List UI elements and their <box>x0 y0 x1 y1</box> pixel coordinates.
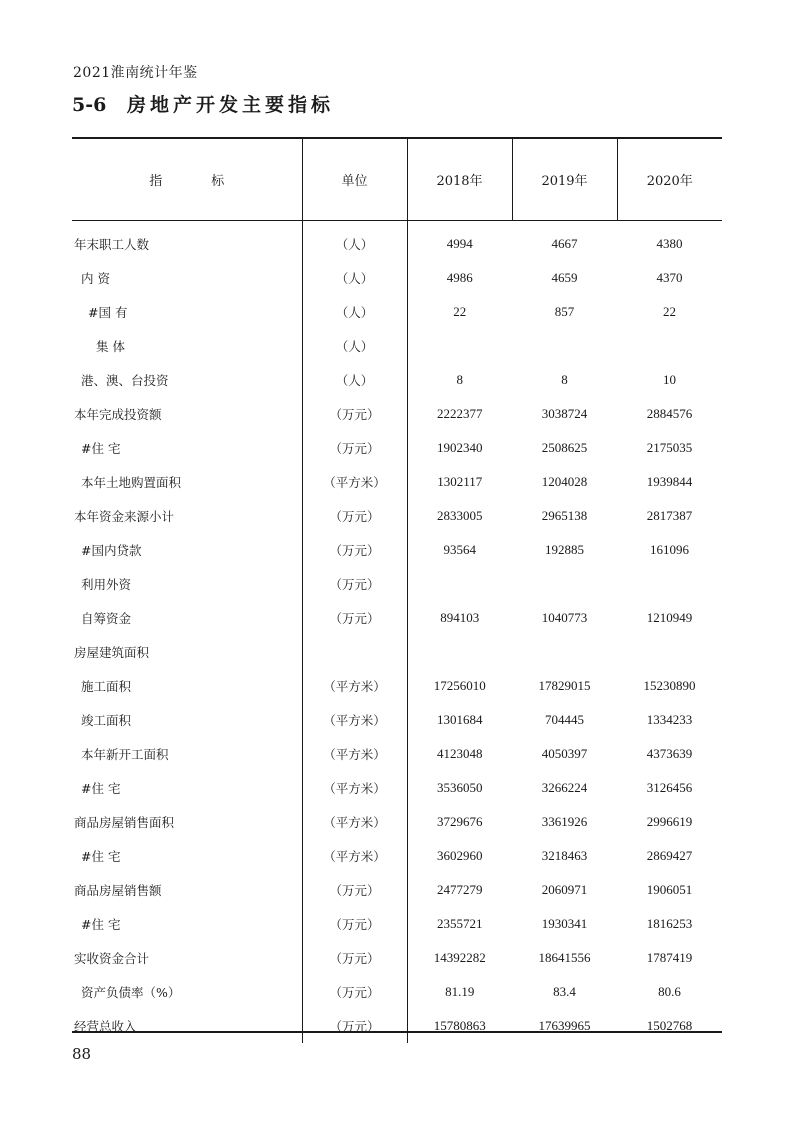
table-row <box>72 805 722 839</box>
row-value-2018: 1302117 <box>437 474 483 489</box>
row-unit: （万元） <box>302 941 407 975</box>
table-row <box>72 975 722 1009</box>
row-value-2020: 2175035 <box>646 440 693 455</box>
row-unit: （平方米） <box>302 465 407 499</box>
row-value-2019: 1930341 <box>541 916 588 931</box>
table-row <box>72 771 722 805</box>
row-value-2018: 17256010 <box>433 678 486 693</box>
row-unit: （万元） <box>302 907 407 941</box>
row-value-2020 <box>617 635 722 669</box>
row-value-2019: 3361926 <box>541 814 588 829</box>
row-unit: （人） <box>302 329 407 363</box>
row-indicator-label: 年末职工人数 <box>72 221 302 262</box>
row-indicator-label: 集 体 <box>72 329 302 363</box>
table-row <box>72 567 722 601</box>
row-indicator-label: 利用外资 <box>72 567 302 601</box>
table-row <box>72 839 722 873</box>
table-row <box>72 703 722 737</box>
row-indicator-label: 商品房屋销售额 <box>72 873 302 907</box>
row-value-2020: 1502768 <box>646 1018 693 1033</box>
table-row <box>72 907 722 941</box>
row-indicator-label: #住 宅 <box>72 839 302 873</box>
row-value-2019: 83.4 <box>553 984 576 999</box>
row-indicator-label: #住 宅 <box>72 431 302 465</box>
row-value-2019: 4659 <box>551 270 578 285</box>
row-value-2020: 80.6 <box>658 984 681 999</box>
row-value-2019 <box>512 635 617 669</box>
row-value-2020: 3126456 <box>646 780 693 795</box>
row-unit: （人） <box>302 363 407 397</box>
row-value-2019: 192885 <box>545 542 584 557</box>
row-indicator-label: #住 宅 <box>72 907 302 941</box>
row-value-2018: 14392282 <box>433 950 486 965</box>
row-value-2020: 22 <box>663 304 676 319</box>
row-unit: （平方米） <box>302 771 407 805</box>
row-value-2019 <box>512 567 617 601</box>
row-value-2018: 4986 <box>446 270 473 285</box>
row-unit: （万元） <box>302 975 407 1009</box>
table-row <box>72 295 722 329</box>
table-row <box>72 329 722 363</box>
row-value-2018: 3729676 <box>437 814 483 829</box>
row-value-2018: 4994 <box>446 236 473 251</box>
row-unit: （平方米） <box>302 669 407 703</box>
row-indicator-label: 本年资金来源小计 <box>72 499 302 533</box>
row-value-2020: 161096 <box>650 542 689 557</box>
row-unit: （万元） <box>302 601 407 635</box>
table-row <box>72 635 722 669</box>
row-value-2018: 4123048 <box>437 746 483 761</box>
row-value-2020 <box>617 329 722 363</box>
section-title: 房地产开发主要指标 <box>126 94 334 116</box>
row-unit: （万元） <box>302 397 407 431</box>
row-indicator-label: 竣工面积 <box>72 703 302 737</box>
table-row <box>72 397 722 431</box>
row-value-2020: 1787419 <box>646 950 693 965</box>
row-indicator-label: 经营总收入 <box>72 1009 302 1043</box>
row-value-2020: 10 <box>663 372 676 387</box>
row-unit: （平方米） <box>302 703 407 737</box>
table-header-row <box>72 139 722 221</box>
row-unit: （万元） <box>302 499 407 533</box>
row-value-2019: 1204028 <box>541 474 588 489</box>
row-value-2019: 4667 <box>551 236 578 251</box>
row-value-2018: 22 <box>453 304 467 319</box>
row-value-2019: 8 <box>561 372 568 387</box>
row-value-2020: 1816253 <box>646 916 693 931</box>
column-header-2019: 2019年 <box>512 139 617 221</box>
row-unit: （万元） <box>302 1009 407 1043</box>
row-value-2019 <box>512 329 617 363</box>
row-value-2018: 3536050 <box>437 780 483 795</box>
row-indicator-label: 实收资金合计 <box>72 941 302 975</box>
table-bottom-rule <box>72 1031 722 1033</box>
table-row <box>72 873 722 907</box>
table-row <box>72 221 722 262</box>
row-value-2018: 93564 <box>443 542 476 557</box>
column-header-2018: 2018年 <box>407 139 512 221</box>
row-value-2018: 2477279 <box>437 882 483 897</box>
real-estate-indicators-table <box>72 139 722 1043</box>
row-unit: （人） <box>302 295 407 329</box>
row-indicator-label: #住 宅 <box>72 771 302 805</box>
table-row <box>72 261 722 295</box>
row-value-2020: 2996619 <box>646 814 693 829</box>
row-unit: （平方米） <box>302 839 407 873</box>
row-value-2019: 18641556 <box>538 950 591 965</box>
row-value-2018: 1902340 <box>437 440 483 455</box>
row-value-2018: 2222377 <box>437 406 483 421</box>
row-unit <box>302 635 407 669</box>
row-value-2019: 4050397 <box>541 746 588 761</box>
row-unit: （万元） <box>302 533 407 567</box>
row-indicator-label: #国内贷款 <box>72 533 302 567</box>
row-value-2020: 2869427 <box>646 848 693 863</box>
yearbook-title: 2021淮南统计年鉴 <box>73 65 198 81</box>
table-row <box>72 737 722 771</box>
row-value-2020: 4380 <box>656 236 683 251</box>
table-row <box>72 465 722 499</box>
row-unit: （平方米） <box>302 805 407 839</box>
row-unit: （人） <box>302 221 407 262</box>
row-value-2020: 4373639 <box>646 746 693 761</box>
table-row <box>72 363 722 397</box>
row-value-2018: 8 <box>456 372 463 387</box>
row-value-2019: 857 <box>554 304 575 319</box>
row-indicator-label: 资产负债率（%） <box>72 975 302 1009</box>
column-header-unit: 单位 <box>302 139 407 221</box>
row-value-2020: 15230890 <box>643 678 696 693</box>
row-unit: （万元） <box>302 567 407 601</box>
row-value-2018: 15780863 <box>433 1018 486 1033</box>
table-row <box>72 431 722 465</box>
row-indicator-label: #国 有 <box>72 295 302 329</box>
section-number: 5-6 <box>72 94 107 116</box>
row-value-2018 <box>407 329 512 363</box>
row-value-2018: 1301684 <box>437 712 483 727</box>
row-value-2018: 894103 <box>440 610 480 625</box>
statistics-table-container <box>72 139 722 1034</box>
row-value-2018 <box>407 567 512 601</box>
row-unit: （万元） <box>302 873 407 907</box>
row-value-2019: 2060971 <box>541 882 588 897</box>
column-header-indicator: 指 标 <box>72 139 302 221</box>
row-indicator-label: 商品房屋销售面积 <box>72 805 302 839</box>
row-unit: （万元） <box>302 431 407 465</box>
table-row <box>72 941 722 975</box>
row-value-2019: 17829015 <box>538 678 591 693</box>
row-value-2020: 1210949 <box>646 610 693 625</box>
table-row <box>72 669 722 703</box>
row-value-2020: 1334233 <box>646 712 693 727</box>
row-unit: （平方米） <box>302 737 407 771</box>
row-value-2020: 2884576 <box>646 406 693 421</box>
row-indicator-label: 施工面积 <box>72 669 302 703</box>
row-value-2019: 1040773 <box>541 610 588 625</box>
row-value-2019: 3266224 <box>541 780 588 795</box>
row-value-2020: 2817387 <box>646 508 693 523</box>
page-title <box>72 90 334 117</box>
row-value-2020: 1906051 <box>646 882 693 897</box>
row-indicator-label: 房屋建筑面积 <box>72 635 302 669</box>
table-row <box>72 601 722 635</box>
row-value-2018: 2355721 <box>437 916 483 931</box>
page-number: 88 <box>72 1045 92 1063</box>
row-value-2020 <box>617 567 722 601</box>
row-value-2019: 2965138 <box>541 508 588 523</box>
table-row <box>72 1009 722 1043</box>
row-indicator-label: 本年新开工面积 <box>72 737 302 771</box>
row-indicator-label: 内 资 <box>72 261 302 295</box>
row-value-2020: 4370 <box>656 270 683 285</box>
table-row <box>72 533 722 567</box>
row-value-2018: 3602960 <box>437 848 483 863</box>
column-header-2020: 2020年 <box>617 139 722 221</box>
row-value-2019: 2508625 <box>541 440 588 455</box>
row-value-2019: 3218463 <box>541 848 588 863</box>
row-value-2018: 81.19 <box>445 984 475 999</box>
row-indicator-label: 港、澳、台投资 <box>72 363 302 397</box>
table-body <box>72 221 722 1044</box>
row-indicator-label: 本年完成投资额 <box>72 397 302 431</box>
row-value-2018 <box>407 635 512 669</box>
table-row <box>72 499 722 533</box>
row-indicator-label: 本年土地购置面积 <box>72 465 302 499</box>
row-value-2019: 704445 <box>545 712 584 727</box>
row-value-2019: 3038724 <box>541 406 588 421</box>
row-indicator-label: 自筹资金 <box>72 601 302 635</box>
row-value-2020: 1939844 <box>646 474 693 489</box>
row-value-2018: 2833005 <box>437 508 483 523</box>
row-unit: （人） <box>302 261 407 295</box>
row-value-2019: 17639965 <box>538 1018 591 1033</box>
